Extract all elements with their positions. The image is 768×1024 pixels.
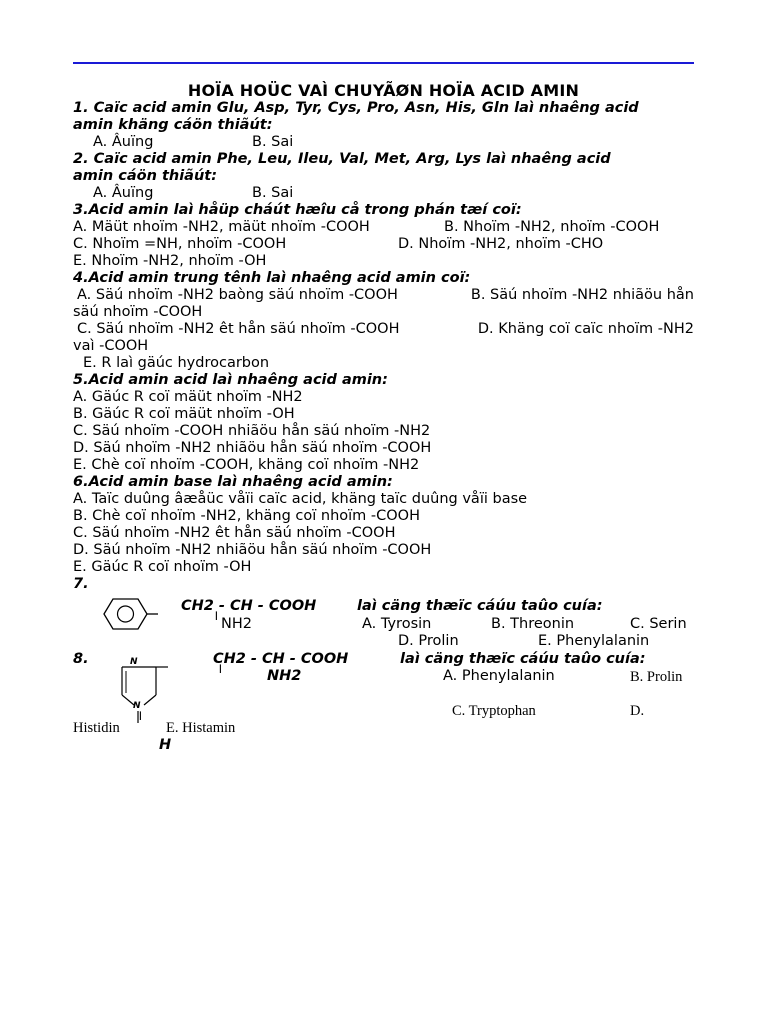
q4-option-c[interactable]: C. Säú nhoïm -NH2 êt hån säú nhoïm -COOH xyxy=(77,321,400,337)
q4-option-d-cont: vaì -COOH xyxy=(73,338,149,354)
q4-option-b[interactable]: B. Säú nhoïm -NH2 nhiãöu hån xyxy=(470,287,694,303)
q7-option-a[interactable]: A. Tyrosin xyxy=(362,616,432,632)
q8-ring-n-top: N xyxy=(130,657,138,667)
q6-option-c[interactable]: C. Säú nhoïm -NH2 êt hån säú nhoïm -COOH xyxy=(73,525,396,541)
q7-option-e[interactable]: E. Phenylalanin xyxy=(538,633,650,649)
q8-option-c[interactable]: C. Tryptophan xyxy=(452,703,536,719)
q7-prompt: laì cäng thæïc cáúu taûo cuía: xyxy=(357,598,603,614)
q4-option-e[interactable]: E. R laì gäúc hydrocarbon xyxy=(83,355,270,371)
question-1-options xyxy=(73,134,694,151)
header-rule xyxy=(73,62,694,64)
question-2-text-cont: amin cáön thiãút: xyxy=(73,168,218,184)
q2-option-b[interactable]: B. Sai xyxy=(252,185,294,201)
question-1-text: 1. Caïc acid amin Glu, Asp, Tyr, Cys, Pro, Asn, His, Gln laì nhaêng acid xyxy=(73,100,639,116)
q5-option-c[interactable]: C. Säú nhoïm -COOH nhiãöu hån säú nhoïm -NH2 xyxy=(73,423,431,439)
q8-bond-line: ╵ xyxy=(216,666,225,682)
question-3-text: 3.Acid amin laì håüp cháút hæîu cå trong phán tæí coï: xyxy=(73,202,522,218)
q5-option-e[interactable]: E. Chè coï nhoïm -COOH, khäng coï nhoïm -NH2 xyxy=(73,457,420,473)
q5-option-a[interactable]: A. Gäúc R coï mäüt nhoïm -NH2 xyxy=(73,389,303,405)
q3-option-e[interactable]: E. Nhoïm -NH2, nhoïm -OH xyxy=(73,253,267,269)
q3-option-d[interactable]: D. Nhoïm -NH2, nhoïm -CHO xyxy=(398,236,604,252)
question-5-text: 5.Acid amin acid laì nhaêng acid amin: xyxy=(73,372,388,388)
q3-option-a[interactable]: A. Mäüt nhoïm -NH2, mäüt nhoïm -COOH xyxy=(73,219,370,235)
question-4-row-2 xyxy=(73,321,694,338)
question-4-row-1 xyxy=(73,287,694,304)
question-2-text: 2. Caïc acid amin Phe, Leu, Ileu, Val, Met, Arg, Lys laì nhaêng acid xyxy=(73,151,611,167)
q6-option-e[interactable]: E. Gäúc R coï nhoïm -OH xyxy=(73,559,252,575)
page-title: HOÏA HOÜC VAÌ CHUYÃØN HOÏA ACID AMIN xyxy=(187,81,580,100)
q8-nh-bond-line: ╵ xyxy=(136,713,145,729)
q8-option-d-cont: Histidin xyxy=(73,720,120,736)
q8-option-d[interactable]: D. xyxy=(630,703,645,719)
q7-option-b[interactable]: B. Threonin xyxy=(491,616,575,632)
q1-option-a[interactable]: A. Âuïng xyxy=(93,134,154,150)
q7-bond-line: ╵ xyxy=(212,613,221,629)
question-8-number: 8. xyxy=(73,651,89,667)
q1-option-b[interactable]: B. Sai xyxy=(252,134,294,150)
question-3-row-1 xyxy=(73,219,694,236)
q7-option-d[interactable]: D. Prolin xyxy=(398,633,459,649)
q2-option-a[interactable]: A. Âuïng xyxy=(93,185,154,201)
q5-option-d[interactable]: D. Säú nhoïm -NH2 nhiãöu hån säú nhoïm -COOH xyxy=(73,440,432,456)
benzene-ring-icon xyxy=(100,597,162,633)
question-6-text: 6.Acid amin base laì nhaêng acid amin: xyxy=(73,474,393,490)
q8-option-a[interactable]: A. Phenylalanin xyxy=(443,668,555,684)
q4-option-a[interactable]: A. Säú nhoïm -NH2 baòng säú nhoïm -COOH xyxy=(77,287,398,303)
q8-prompt: laì cäng thæïc cáúu taûo cuía: xyxy=(400,651,646,667)
q3-option-c[interactable]: C. Nhoïm =NH, nhoïm -COOH xyxy=(73,236,287,252)
question-3-row-2 xyxy=(73,236,694,253)
q6-option-a[interactable]: A. Taïc duûng âæåüc våïi caïc acid, khäng taïc duûng våïi base xyxy=(73,491,528,507)
q8-ring-h: H xyxy=(159,737,172,753)
q4-option-d[interactable]: D. Khäng coï caïc nhoïm -NH2 xyxy=(477,321,694,337)
q4-option-b-cont: säú nhoïm -COOH xyxy=(73,304,203,320)
q7-formula: CH2 - CH - COOH xyxy=(181,598,317,614)
q8-formula: CH2 - CH - COOH xyxy=(213,651,349,667)
q7-option-c[interactable]: C. Serin xyxy=(630,616,687,632)
question-2-options xyxy=(73,185,694,202)
q3-option-b[interactable]: B. Nhoïm -NH2, nhoïm -COOH xyxy=(444,219,660,235)
q5-option-b[interactable]: B. Gäúc R coï mäüt nhoïm -OH xyxy=(73,406,295,422)
q8-option-b[interactable]: B. Prolin xyxy=(630,669,683,685)
question-7-number: 7. xyxy=(73,576,89,592)
q8-nh2: NH2 xyxy=(267,668,302,684)
document-body xyxy=(73,82,694,593)
q6-option-d[interactable]: D. Säú nhoïm -NH2 nhiãöu hån säú nhoïm -COOH xyxy=(73,542,432,558)
question-4-text: 4.Acid amin trung tênh laì nhaêng acid amin coï: xyxy=(73,270,471,286)
q8-option-e[interactable]: E. Histamin xyxy=(166,720,236,736)
q8-ring-n-bottom: N xyxy=(133,701,141,711)
q7-nh2: NH2 xyxy=(221,616,252,632)
q6-option-b[interactable]: B. Chè coï nhoïm -NH2, khäng coï nhoïm -COOH xyxy=(73,508,420,524)
question-1-text-cont: amin khäng cáön thiãút: xyxy=(73,117,273,133)
